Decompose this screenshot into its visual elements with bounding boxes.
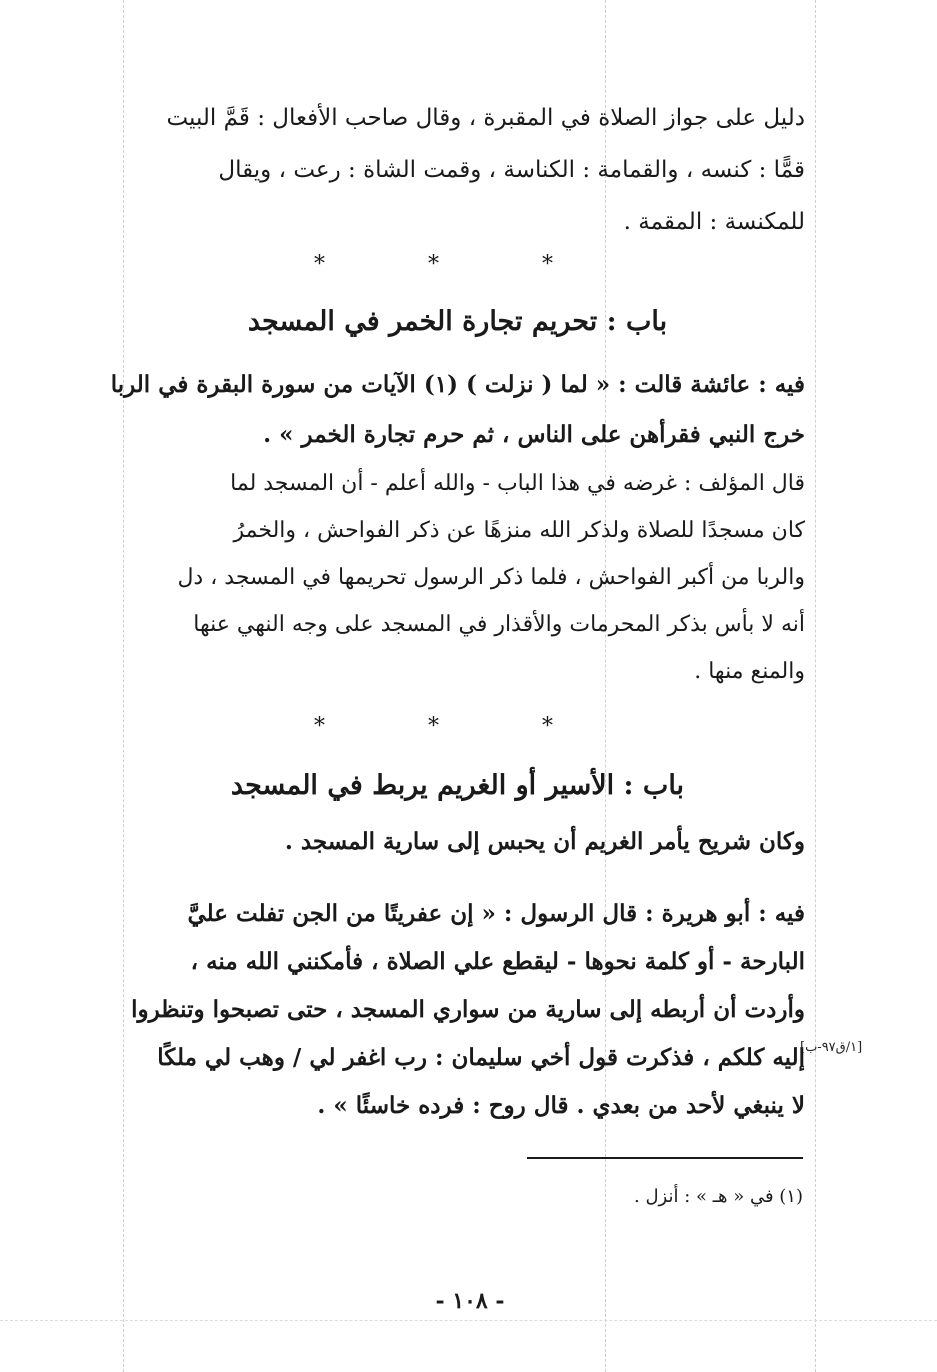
- chapter-title: باب : الأسير أو الغريم يربط في المسجد: [230, 770, 685, 801]
- text-line: قال المؤلف : غرضه في هذا الباب - والله أعلم - أن المسجد لما: [230, 471, 805, 496]
- section-separator: * * *: [314, 714, 601, 739]
- text-line: للمكنسة : المقمة .: [623, 209, 805, 235]
- scan-guide-line: [0, 1320, 937, 1321]
- text-line: كان مسجدًا للصلاة ولذكر الله منزهًا عن ذكر الفواحش ، والخمرُ: [233, 518, 805, 543]
- text-line: أنه لا بأس بذكر المحرمات والأقذار في المسجد على وجه النهي عنها: [193, 612, 805, 637]
- hadith-text: [110, 360, 805, 460]
- chapter-title: باب : تحريم تجارة الخمر في المسجد: [247, 306, 668, 337]
- text-line: البارحة - أو كلمة نحوها - ليقطع علي الصلاة ، فأمكنني الله منه ،: [190, 948, 805, 975]
- text-line: والمنع منها .: [694, 659, 805, 684]
- section-separator: * * *: [314, 252, 601, 277]
- text-line: فيه : عائشة قالت : « لما ( نزلت ) (١) الآيات من سورة البقرة في الربا: [110, 371, 805, 398]
- text-line: قمًّا : كنسه ، والقمامة : الكناسة ، وقمت الشاة : رعت ، ويقال: [218, 157, 805, 183]
- text-line: والربا من أكبر الفواحش ، فلما ذكر الرسول تحريمها في المسجد ، دل: [177, 565, 805, 590]
- footnote: (١) في « هـ » : أنزل .: [634, 1186, 803, 1207]
- text-line: لا ينبغي لأحد من بعدي . قال روح : فرده خاسئًا » .: [317, 1092, 805, 1119]
- text-line: فيه : أبو هريرة : قال الرسول : « إن عفريتًا من الجن تفلت عليَّ: [187, 900, 805, 927]
- text-line: خرج النبي فقرأهن على الناس ، ثم حرم تجارة الخمر » .: [263, 421, 805, 448]
- commentary-paragraph: [110, 460, 805, 695]
- manuscript-folio-note: [١/ق٩٧-ب]: [800, 1040, 863, 1055]
- scan-guide-line: [815, 0, 816, 1372]
- hadith-text: [110, 890, 805, 1130]
- chapter-intro: وكان شريح يأمر الغريم أن يحبس إلى سارية المسجد .: [284, 828, 805, 855]
- opening-paragraph: [110, 92, 805, 248]
- footnote-divider: [527, 1157, 803, 1159]
- page-number: - ١٠٨ -: [435, 1288, 505, 1314]
- text-line: وأردت أن أربطه إلى سارية من سواري المسجد ، حتى تصبحوا وتنظروا: [131, 996, 805, 1023]
- text-line: دليل على جواز الصلاة في المقبرة ، وقال صاحب الأفعال : قَمَّ البيت: [166, 105, 805, 131]
- text-line: إليه كلكم ، فذكرت قول أخي سليمان : رب اغفر لي / وهب لي ملكًا: [157, 1044, 805, 1071]
